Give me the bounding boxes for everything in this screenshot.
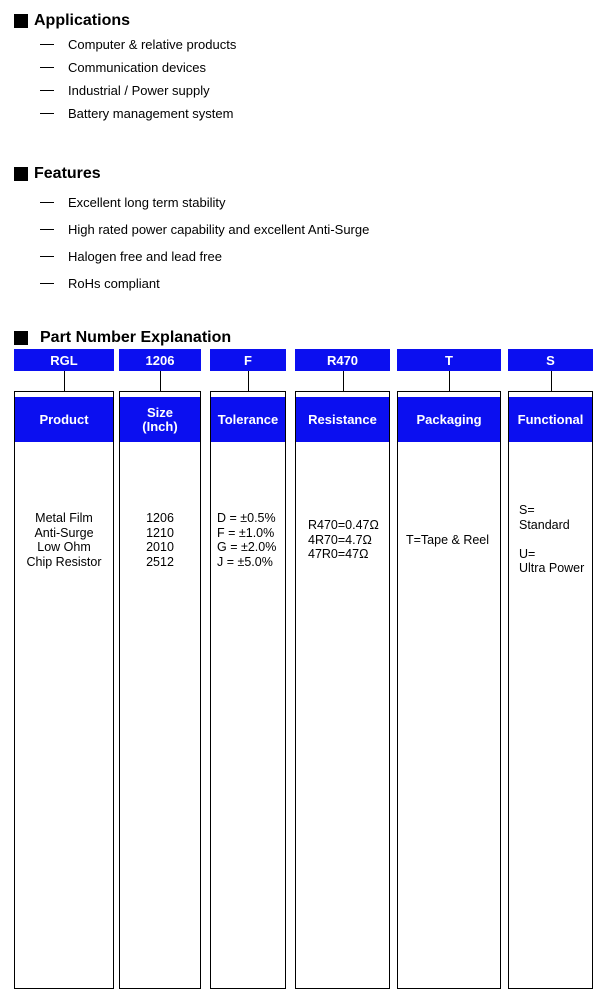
pn-heading-functional: Functional (509, 397, 592, 442)
pn-box (295, 391, 390, 989)
pn-code-r470: R470 (295, 349, 390, 371)
pn-code-f: F (210, 349, 286, 371)
pn-column-resistance (295, 349, 390, 561)
list-item: Industrial / Power supply (40, 79, 236, 102)
dash-icon (40, 44, 54, 45)
pn-code-t: T (397, 349, 501, 371)
pn-heading-size: Size (Inch) (120, 397, 200, 442)
features-list (40, 189, 369, 297)
dash-icon (40, 67, 54, 68)
applications-list (40, 33, 236, 125)
dash-icon (40, 113, 54, 114)
pn-content-product: Metal Film Anti-Surge Low Ohm Chip Resistor (26, 511, 102, 569)
pn-heading-packaging: Packaging (398, 397, 500, 442)
list-item: Communication devices (40, 56, 236, 79)
pn-code-1206: 1206 (119, 349, 201, 371)
pn-heading-product: Product (15, 397, 113, 442)
pn-content-functional: S= Standard U= Ultra Power (519, 503, 585, 575)
part-number-title (14, 329, 231, 347)
pn-column-functional (508, 349, 593, 575)
square-bullet-icon (14, 14, 28, 28)
dash-icon (40, 256, 54, 257)
applications-title-text: Applications (34, 12, 131, 29)
list-item: High rated power capability and excellent Anti-Surge (40, 216, 369, 243)
pn-box (508, 391, 593, 989)
pn-column-tolerance (210, 349, 286, 569)
pn-content-tolerance: D = ±0.5% F = ±1.0% G = ±2.0% J = ±5.0% (217, 511, 277, 569)
connector-line (248, 371, 249, 391)
features-title-text: Features (34, 165, 101, 182)
features-title (14, 165, 101, 183)
connector-line (64, 371, 65, 391)
applications-title (14, 12, 130, 30)
square-bullet-icon (14, 167, 28, 181)
pn-box (210, 391, 286, 989)
pn-content-size: 1206 1210 2010 2512 (146, 511, 174, 569)
connector-line (449, 371, 450, 391)
pn-column-size (119, 349, 201, 569)
dash-icon (40, 90, 54, 91)
list-item: Battery management system (40, 102, 236, 125)
pn-box (14, 391, 114, 989)
pn-content-resistance: R470=0.47Ω 4R70=4.7Ω 47R0=47Ω (308, 518, 379, 561)
pn-column-product (14, 349, 114, 569)
pn-box (119, 391, 201, 989)
list-item: Halogen free and lead free (40, 243, 369, 270)
connector-line (160, 371, 161, 391)
pn-content-packaging: T=Tape & Reel (406, 533, 490, 547)
dash-icon (40, 229, 54, 230)
list-item: RoHs compliant (40, 270, 369, 297)
pn-heading-tolerance: Tolerance (211, 397, 285, 442)
list-item: Excellent long term stability (40, 189, 369, 216)
dash-icon (40, 202, 54, 203)
list-item: Computer & relative products (40, 33, 236, 56)
connector-line (551, 371, 552, 391)
pn-heading-resistance: Resistance (296, 397, 389, 442)
square-bullet-icon (14, 331, 28, 345)
part-number-title-text: Part Number Explanation (40, 329, 232, 346)
pn-code-s: S (508, 349, 593, 371)
pn-code-rgl: RGL (14, 349, 114, 371)
pn-box (397, 391, 501, 989)
pn-column-packaging (397, 349, 501, 547)
dash-icon (40, 283, 54, 284)
connector-line (343, 371, 344, 391)
